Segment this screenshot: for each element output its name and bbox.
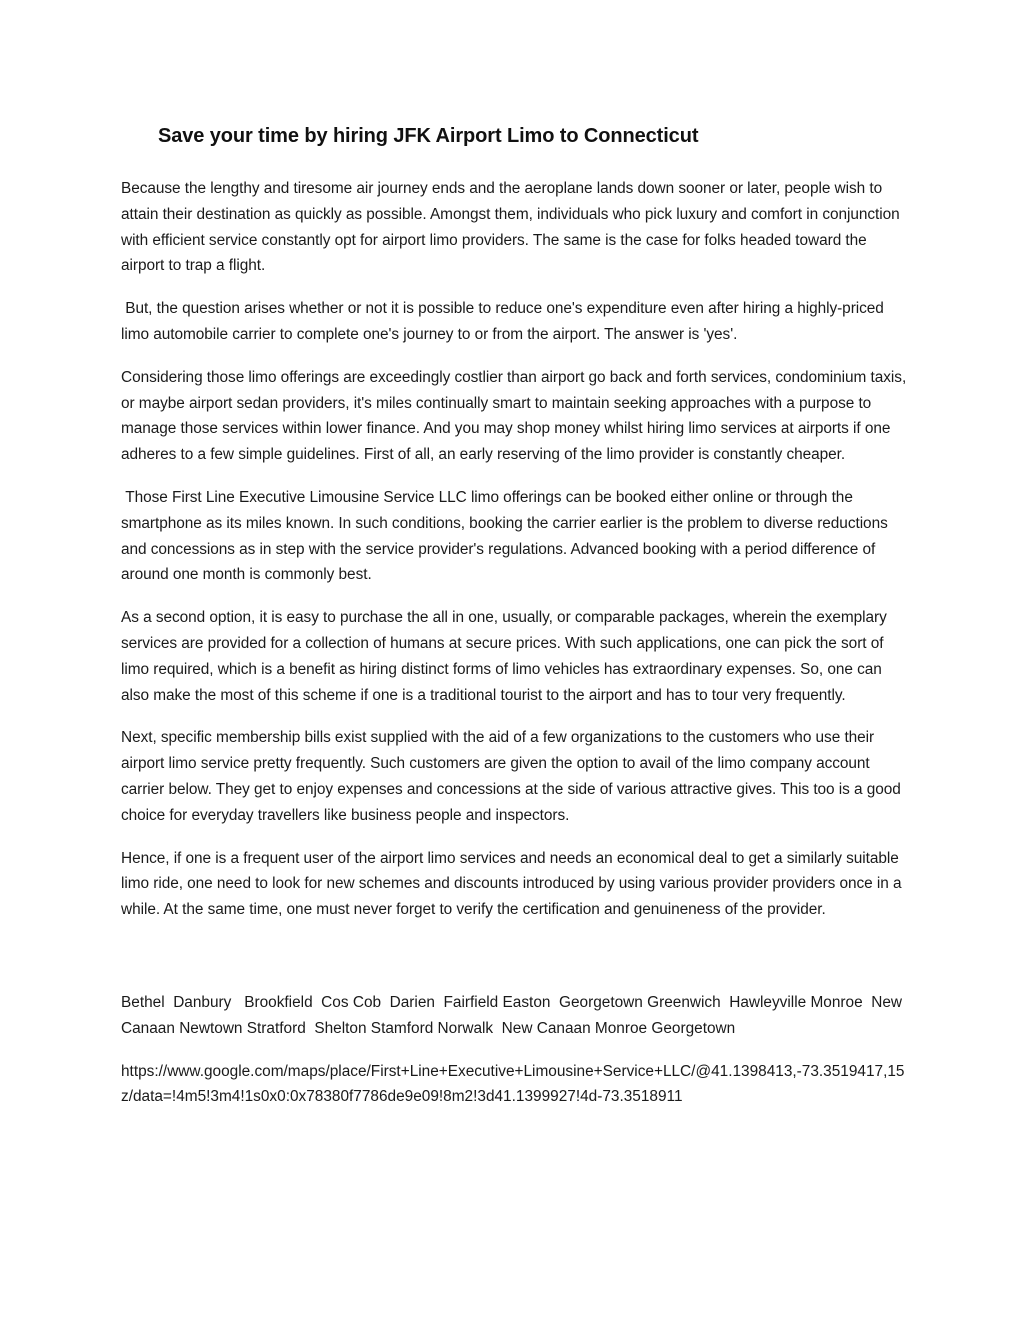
paragraph-2: But, the question arises whether or not it is possible to reduce one's expenditure even after hiring a highly-priced limo automobile carrier to complete one's journey to or from the airport. The answer is 'yes'.: [121, 300, 889, 343]
paragraph-4: Those First Line Executive Limousine Service LLC limo offerings can be booked either online or through the smartphone as its miles known. In such conditions, booking the carrier earlier is the problem to diverse reductions and concessions as in step with the service provider's regulations. Advanced booking with a period difference of around one month is commonly best.: [121, 488, 892, 584]
paragraph-5: As a second option, it is easy to purchase the all in one, usually, or comparable packages, wherein the exemplary services are provided for a collection of humans at secure prices. With such applications, one can pick the sort of limo required, which is a benefit as hiring distinct forms of limo vehicles has extraordinary expenses. So, one can also make the most of this scheme if one is a traditional tourist to the airport and has to tour very frequently.: [121, 609, 891, 704]
paragraph-3: Considering those limo offerings are exceedingly costlier than airport go back and forth services, condominium taxis, or maybe airport sedan providers, it's miles continually smart to maintain seeking approaches with a purpose to manage those services within lower finance. And you may shop money whilst hiring limo services at airports if one adheres to a few simple guidelines. First of all, an early reserving of the limo provider is constantly cheaper.: [121, 368, 911, 464]
paragraph-6: Next, specific membership bills exist supplied with the aid of a few organizations to the customers who use their airport limo service pretty frequently. Such customers are given the option to avail of the limo company account carrier below. They get to enjoy expenses and concessions at the side of various attractive gives. This too is a good choice for everyday travellers like business people and inspectors.: [121, 729, 906, 824]
paragraph-1: Because the lengthy and tiresome air journey ends and the aeroplane lands down sooner or later, people wish to attain their destination as quickly as possible. Amongst them, individuals who pick luxury and comfort in conjunction with efficient service constantly opt for airport limo providers. The same is the case for folks headed toward the airport to trap a flight.: [121, 180, 904, 275]
document-body: [121, 122, 911, 1110]
paragraph-7: Hence, if one is a frequent user of the airport limo services and needs an economical deal to get a similarly suitable limo ride, one need to look for new schemes and discounts introduced by using various provider providers once in a while. At the same time, one must never forget to verify the certification and genuineness of the provider.: [121, 849, 906, 919]
document-title: Save your time by hiring JFK Airport Limo to Connecticut: [158, 125, 699, 147]
section-spacer: [121, 940, 907, 990]
towns-list: Bethel Danbury Brookfield Cos Cob Darien Fairfield Easton Georgetown Greenwich Hawleyville Monroe New Canaan Newtown Stratford Shelton Stamford Norwalk New Canaan Monroe Georgetown: [121, 993, 907, 1037]
maps-url: https://www.google.com/maps/place/First+Line+Executive+Limousine+Service+LLC/@41.1398413,-73.3519417,15z/data=!4m5!3m4!1s0x0:0x78380f7786de9e09!8m2!3d41.1399927!4d-73.3518911: [121, 1062, 905, 1106]
